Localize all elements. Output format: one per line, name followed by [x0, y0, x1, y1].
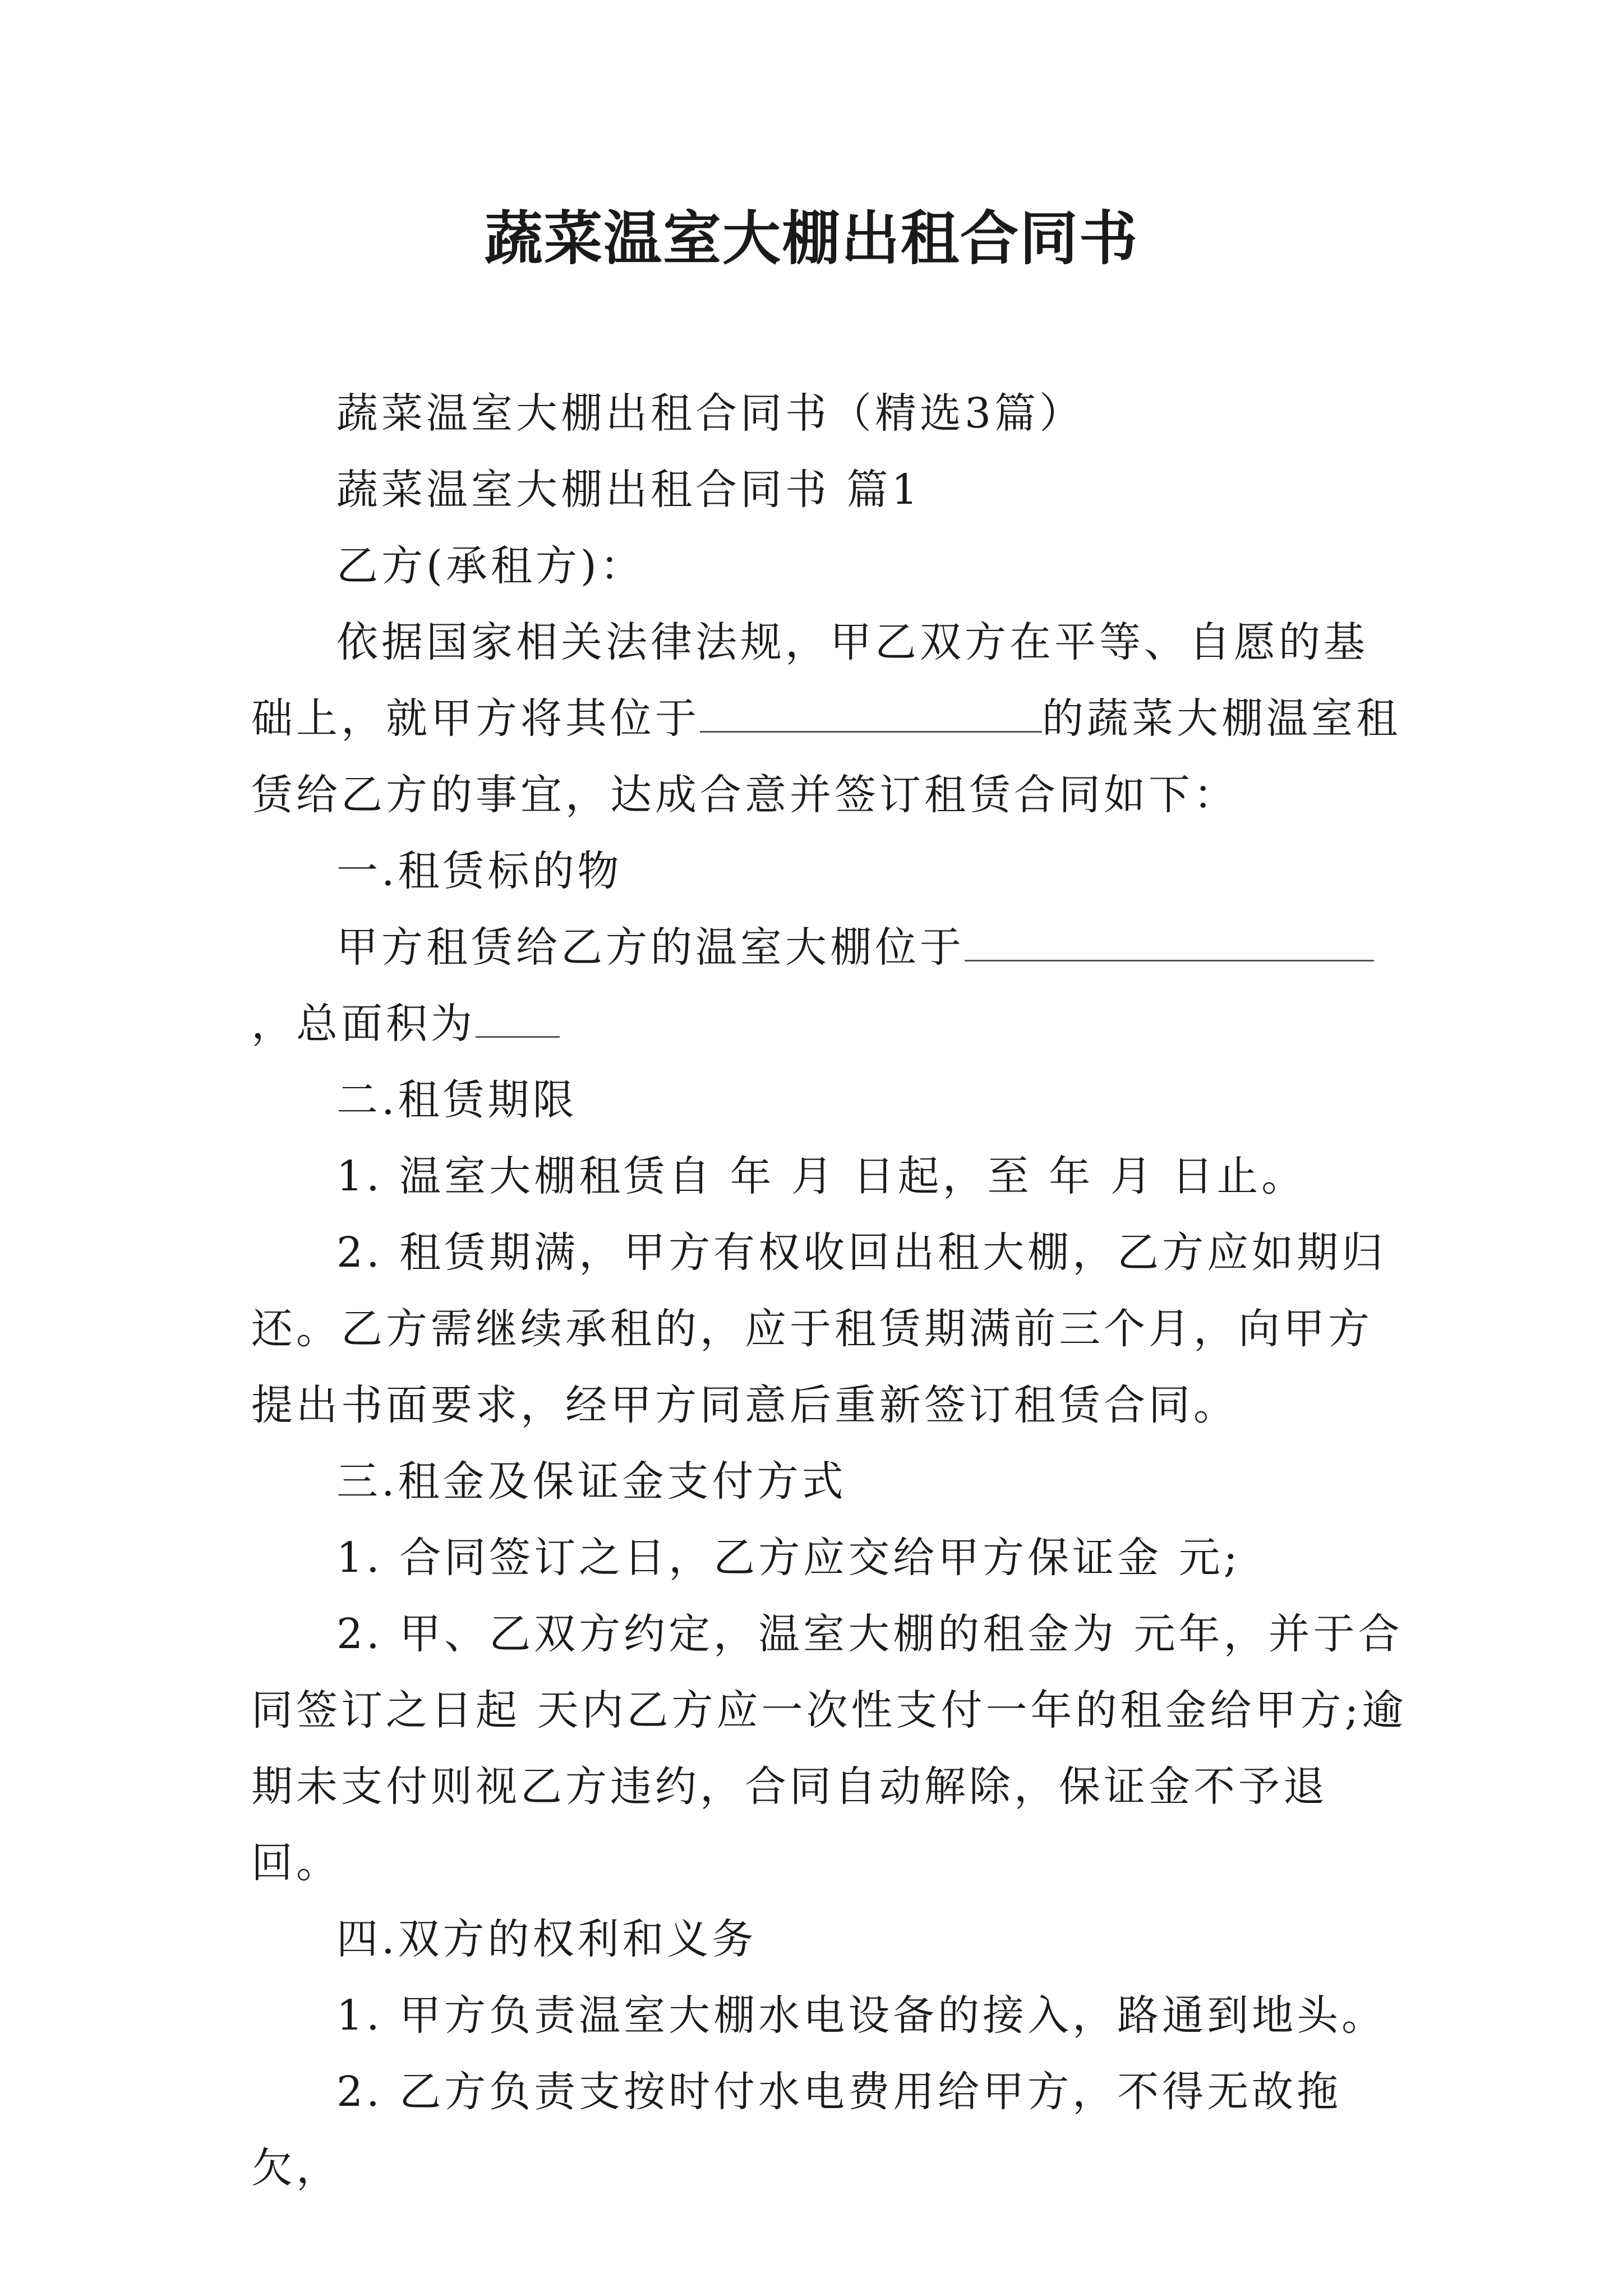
paragraph-lease-object [251, 909, 1412, 1062]
preamble-text-a: 依据国家相关法律法规，甲乙双方在平等、自愿的基础上，就甲方将其位于 [251, 618, 1368, 743]
document-body [251, 375, 1412, 2206]
total-area-blank [476, 1000, 560, 1038]
clause-heading-1: 一.租赁标的物 [336, 847, 623, 895]
lease-object-text-b: ，总面积为 [251, 1000, 476, 1048]
document-title: 蔬菜温室大棚出租合同书 [484, 204, 1138, 273]
clause-heading-3: 三.租金及保证金支付方式 [336, 1457, 847, 1506]
paragraph-subtitle: 蔬菜温室大棚出租合同书（精选3篇） [336, 389, 1085, 438]
paragraph-payment-1: 1. 合同签订之日，乙方应交给甲方保证金 元; [336, 1534, 1241, 1582]
paragraph-preamble [251, 604, 1412, 833]
lease-object-text-a: 甲方租赁给乙方的温室大棚位于 [336, 923, 965, 972]
paragraph-payment-2: 2. 甲、乙双方约定，温室大棚的租金为 元年，并于合同签订之日起 天内乙方应一次性支付一年的租金给甲方;逾期未支付则视乙方违约，合同自动解除，保证金不予退回。 [251, 1610, 1407, 1887]
clause-heading-4: 四.双方的权利和义务 [336, 1915, 757, 1963]
paragraph-term-2: 2. 租赁期满，甲方有权收回出租大棚，乙方应如期归还。乙方需继续承租的，应于租赁期满前三个月，向甲方提出书面要求，经甲方同意后重新签订租赁合同。 [251, 1228, 1387, 1429]
paragraph-obligation-2: 2. 乙方负责支按时付水电费用给甲方，不得无故拖欠， [251, 2068, 1342, 2192]
clause-heading-2: 二.租赁期限 [336, 1076, 578, 1124]
greenhouse-location-blank [965, 924, 1374, 961]
paragraph-party-b: 乙方(承租方)： [336, 542, 645, 590]
preamble-text-b: 的蔬菜大棚温室租赁给乙方的事宜，达成合意并签订租赁合同如下： [251, 694, 1401, 819]
paragraph-obligation-1: 1. 甲方负责温室大棚水电设备的接入，路通到地头。 [336, 1991, 1387, 2040]
paragraph-term-1: 1. 温室大棚租赁自 年 月 日起，至 年 月 日止。 [336, 1152, 1307, 1200]
paragraph-section-heading: 蔬菜温室大棚出租合同书 篇1 [336, 466, 921, 514]
location-blank [700, 695, 1042, 733]
